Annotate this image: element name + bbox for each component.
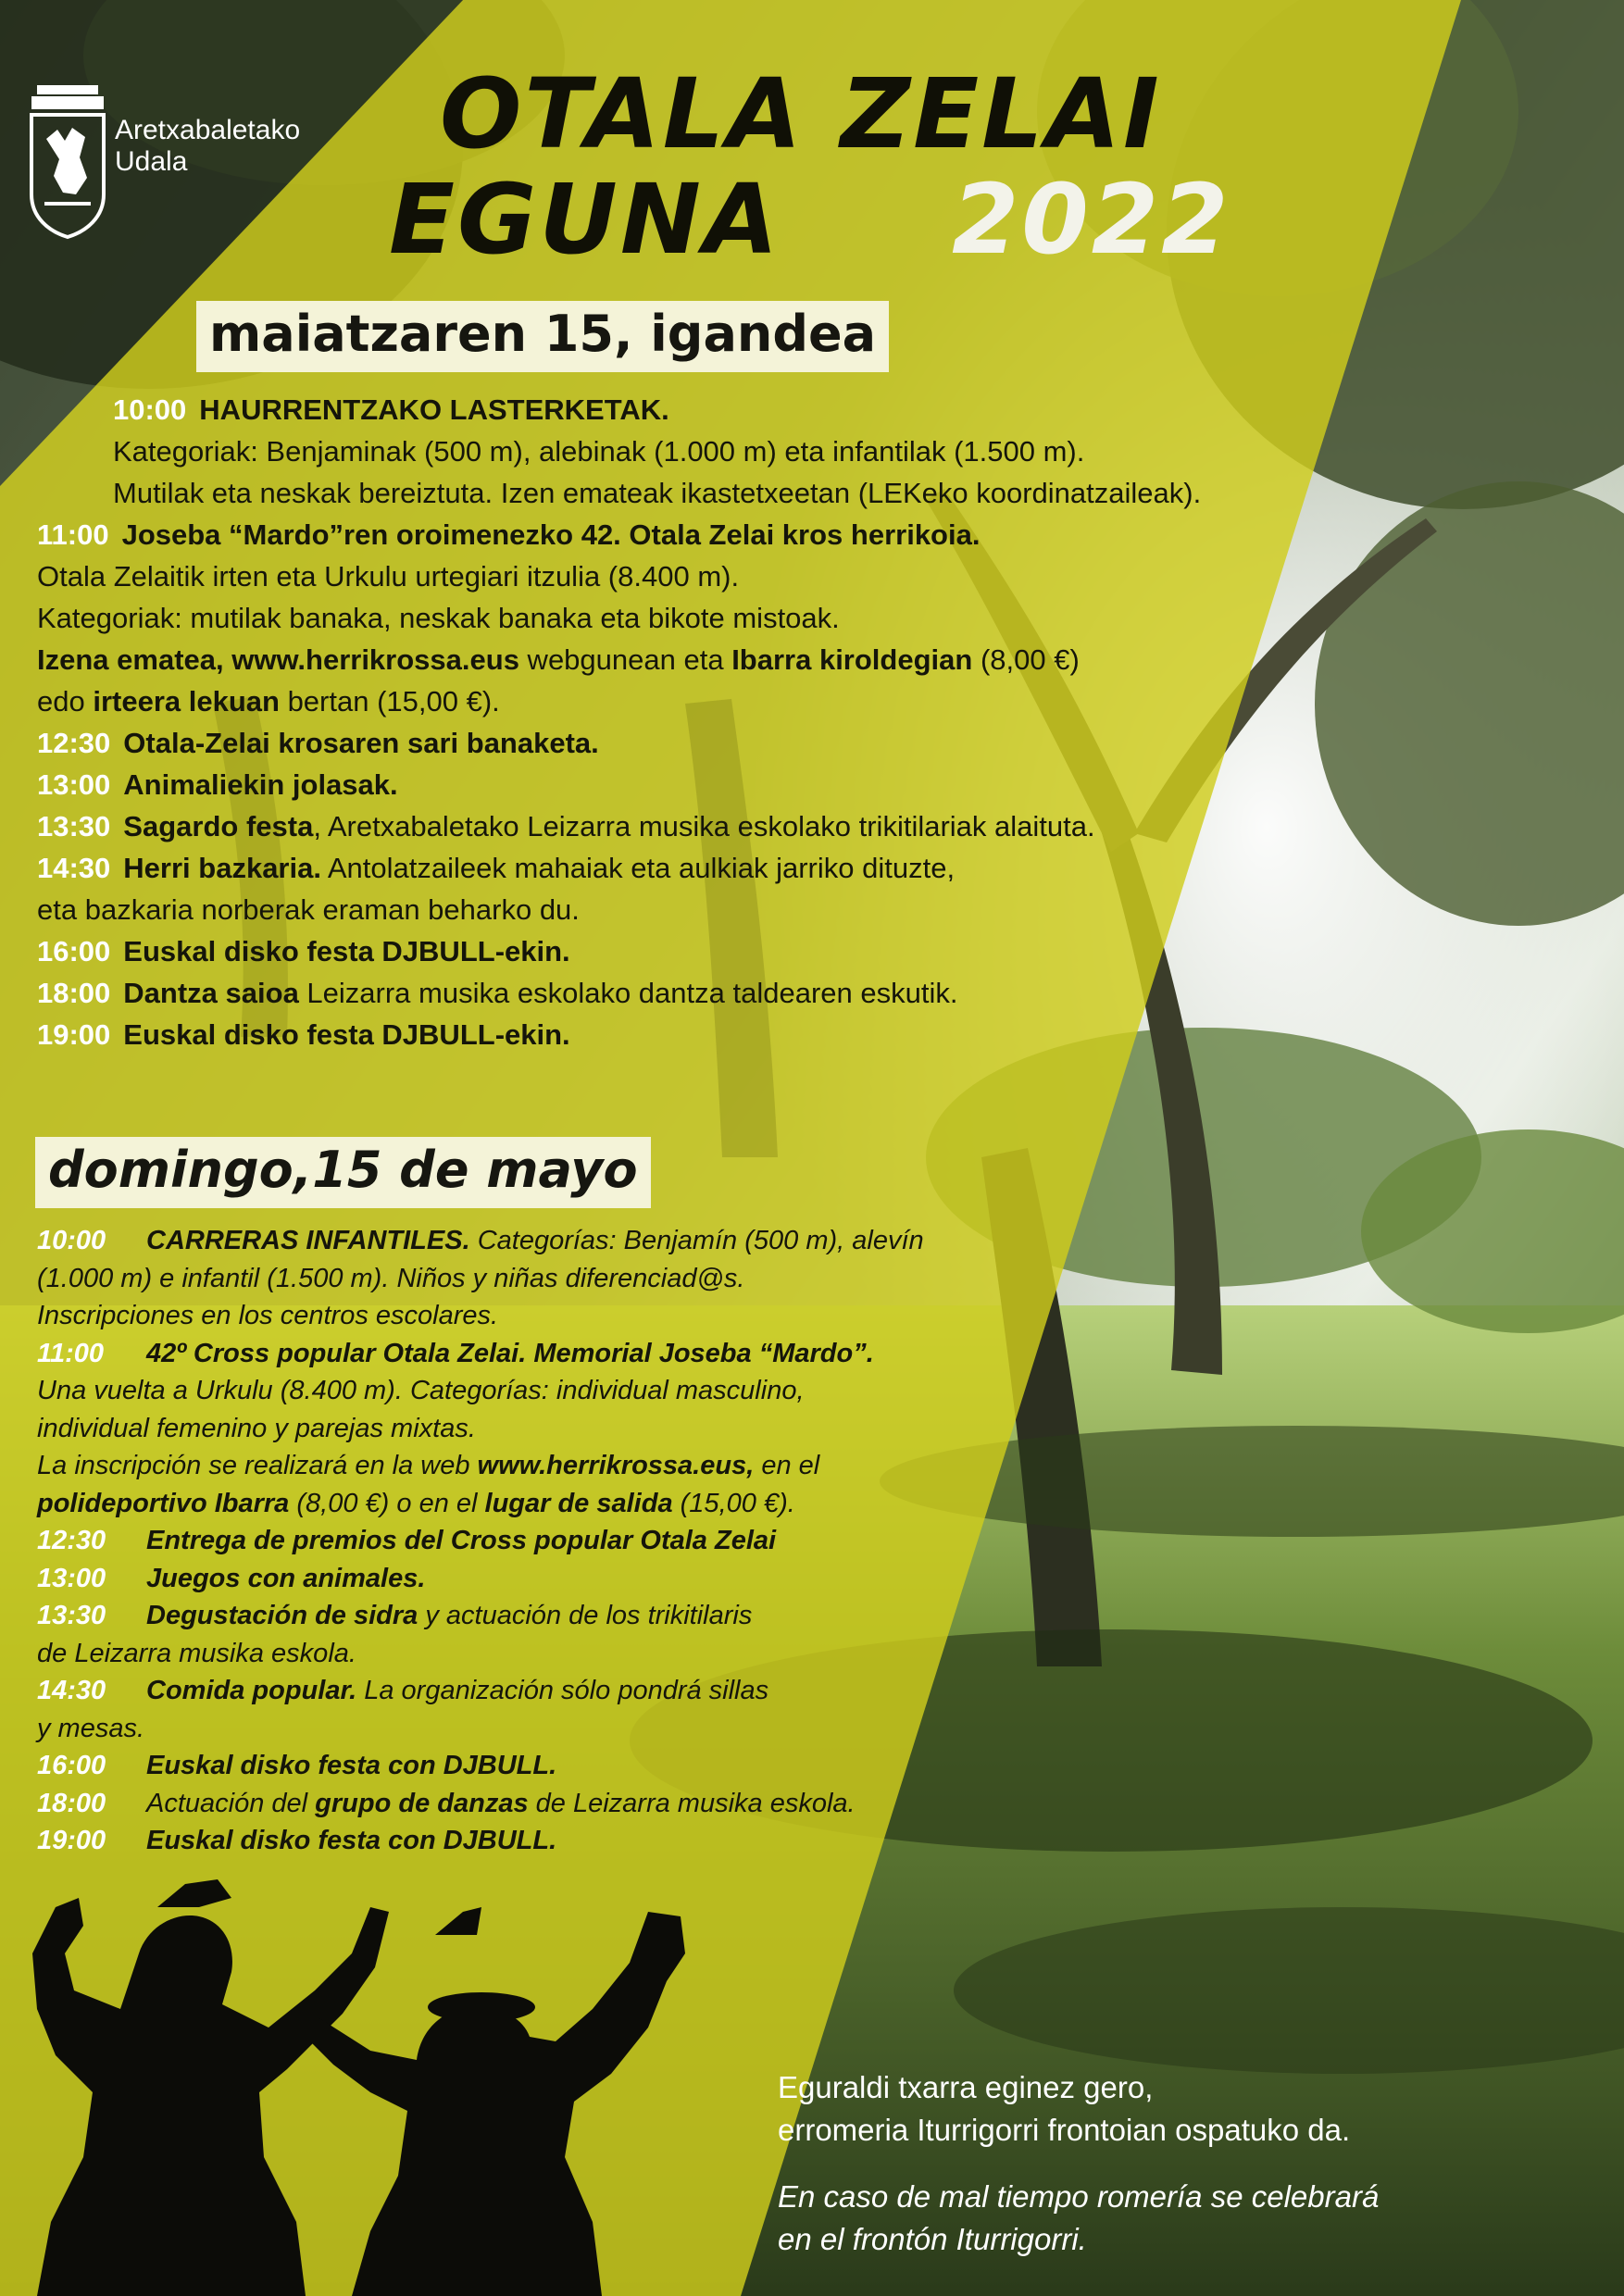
schedule-row xyxy=(37,1522,924,1560)
title-year: 2022 xyxy=(952,163,1231,276)
schedule-time: 16:00 xyxy=(37,935,111,967)
schedule-text: Otala Zelaitik irten eta Urkulu urtegiari itzulia (8.400 m). xyxy=(37,560,740,593)
schedule-row xyxy=(37,1785,924,1823)
schedule-highlight: Ibarra kiroldegian xyxy=(731,643,973,676)
schedule-highlight: Joseba “Mardo”ren oroimenezko 42. Otala Zelai kros herrikoia. xyxy=(121,518,981,551)
schedule-row xyxy=(37,1710,924,1748)
schedule-highlight: CARRERAS INFANTILES. xyxy=(146,1226,470,1255)
schedule-text: Leizarra musika eskolako dantza taldearen eskutik. xyxy=(298,977,958,1009)
schedule-text: eta bazkaria norberak eraman beharko du. xyxy=(37,893,580,926)
schedule-time: 18:00 xyxy=(37,977,111,1009)
schedule-spanish xyxy=(37,1222,924,1860)
schedule-row xyxy=(37,1822,924,1860)
schedule-text: (15,00 €). xyxy=(672,1488,795,1518)
schedule-text: La inscripción se realizará en la web xyxy=(37,1451,478,1480)
schedule-time: 14:30 xyxy=(37,852,111,884)
logo-line-1: Aretxabaletako xyxy=(115,115,301,145)
note-spanish-line-2: en el frontón Iturrigorri. xyxy=(778,2222,1087,2256)
schedule-text: Actuación del xyxy=(146,1788,316,1818)
schedule-highlight: Dantza saioa xyxy=(123,977,299,1009)
schedule-highlight: Euskal disko festa DJBULL-ekin. xyxy=(123,935,570,967)
schedule-row xyxy=(37,1014,1201,1055)
schedule-time: 13:30 xyxy=(37,1601,106,1630)
schedule-text: y actuación de los trikitilaris xyxy=(418,1601,753,1630)
schedule-text: La organización sólo pondrá sillas xyxy=(356,1676,769,1705)
schedule-row xyxy=(37,805,1201,847)
schedule-row xyxy=(37,680,1201,722)
schedule-text: , Aretxabaletako Leizarra musika eskolako trikitilariak alaituta. xyxy=(313,810,1095,842)
coat-of-arms-icon xyxy=(26,83,109,241)
schedule-basque xyxy=(37,389,1201,1055)
schedule-row xyxy=(37,1335,924,1373)
schedule-row xyxy=(37,1597,924,1635)
schedule-row xyxy=(37,1297,924,1335)
schedule-row xyxy=(37,972,1201,1014)
schedule-highlight: Entrega de premios del Cross popular Otala Zelai xyxy=(146,1526,777,1555)
schedule-text: (8,00 €) o en el xyxy=(289,1488,485,1518)
schedule-row xyxy=(37,1447,924,1485)
schedule-time: 16:00 xyxy=(37,1751,106,1780)
schedule-highlight: 42º Cross popular Otala Zelai. Memorial Joseba “Mardo”. xyxy=(146,1338,874,1368)
schedule-text: individual femenino y parejas mixtas. xyxy=(37,1413,476,1443)
schedule-row xyxy=(37,1560,924,1598)
schedule-highlight: grupo de danzas xyxy=(315,1788,529,1818)
schedule-time: 13:30 xyxy=(37,810,111,842)
schedule-highlight: Euskal disko festa con DJBULL. xyxy=(146,1826,557,1855)
schedule-text: (8,00 €) xyxy=(972,643,1080,676)
date-basque: maiatzaren 15, igandea xyxy=(196,301,889,372)
schedule-highlight: Animaliekin jolasak. xyxy=(123,768,398,801)
schedule-text: y mesas. xyxy=(37,1713,145,1743)
schedule-time: 19:00 xyxy=(37,1826,106,1855)
schedule-text: webgunean eta xyxy=(518,643,732,676)
schedule-row xyxy=(37,1260,924,1298)
schedule-time: 10:00 xyxy=(113,393,187,426)
schedule-row xyxy=(37,930,1201,972)
schedule-row xyxy=(37,722,1201,764)
schedule-row xyxy=(37,555,1201,597)
municipality-logo xyxy=(26,83,304,241)
note-spanish xyxy=(778,2176,1379,2261)
schedule-highlight: Euskal disko festa DJBULL-ekin. xyxy=(123,1018,570,1051)
schedule-row xyxy=(37,889,1201,930)
schedule-highlight: Juegos con animales. xyxy=(146,1563,426,1593)
logo-line-2: Udala xyxy=(115,146,188,177)
schedule-text: en el xyxy=(754,1451,820,1480)
schedule-time: 12:30 xyxy=(37,1526,106,1555)
schedule-text: Kategoriak: mutilak banaka, neskak banaka eta bikote mistoak. xyxy=(37,602,840,634)
schedule-text: Antolatzaileek mahaiak eta aulkiak jarriko dituzte, xyxy=(320,852,956,884)
schedule-row xyxy=(37,1747,924,1785)
schedule-row xyxy=(37,764,1201,805)
schedule-row xyxy=(37,1410,924,1448)
schedule-row xyxy=(37,847,1201,889)
title-line-2: EGUNA xyxy=(389,163,781,276)
schedule-row xyxy=(37,1372,924,1410)
schedule-highlight: Otala-Zelai krosaren sari banaketa. xyxy=(123,727,599,759)
schedule-row xyxy=(37,1222,924,1260)
schedule-text: de Leizarra musika eskola. xyxy=(37,1638,356,1668)
schedule-row xyxy=(37,389,1201,430)
schedule-time: 19:00 xyxy=(37,1018,111,1051)
note-spanish-line-1: En caso de mal tiempo romería se celebrará xyxy=(778,2179,1380,2214)
date-spanish: domingo,15 de mayo xyxy=(35,1137,651,1208)
schedule-time: 11:00 xyxy=(37,518,109,551)
schedule-highlight: www.herrikrossa.eus, xyxy=(477,1451,755,1480)
schedule-row xyxy=(37,430,1201,472)
schedule-highlight: Herri bazkaria. xyxy=(123,852,321,884)
schedule-time: 13:00 xyxy=(37,1563,106,1593)
schedule-text: Kategoriak: Benjaminak (500 m), alebinak (1.000 m) eta infantilak (1.500 m). xyxy=(113,435,1085,468)
schedule-text: Inscripciones en los centros escolares. xyxy=(37,1301,499,1330)
schedule-time: 10:00 xyxy=(37,1226,106,1255)
schedule-highlight: Degustación de sidra xyxy=(146,1601,418,1630)
schedule-text: Mutilak eta neskak bereiztuta. Izen emateak ikastetxeetan (LEKeko koordinatzaileak). xyxy=(113,477,1202,509)
schedule-time: 11:00 xyxy=(37,1338,105,1368)
weather-note xyxy=(778,2066,1379,2261)
schedule-highlight: Izena ematea, www.herrikrossa.eus xyxy=(37,643,519,676)
schedule-text: (1.000 m) e infantil (1.500 m). Niños y niñas diferenciad@s. xyxy=(37,1263,745,1293)
title-line-1: OTALA ZELAI xyxy=(440,57,1162,170)
schedule-highlight: Euskal disko festa con DJBULL. xyxy=(146,1751,557,1780)
schedule-time: 14:30 xyxy=(37,1676,106,1705)
schedule-row xyxy=(37,1672,924,1710)
schedule-text: de Leizarra musika eskola. xyxy=(528,1788,856,1818)
note-basque-line-2: erromeria Iturrigorri frontoian ospatuko da. xyxy=(778,2113,1351,2147)
schedule-row xyxy=(37,639,1201,680)
note-basque-line-1: Eguraldi txarra eginez gero, xyxy=(778,2070,1154,2104)
schedule-row xyxy=(37,597,1201,639)
schedule-time: 18:00 xyxy=(37,1788,106,1818)
schedule-time: 13:00 xyxy=(37,768,111,801)
schedule-highlight: polideportivo Ibarra xyxy=(37,1488,290,1518)
schedule-highlight: Comida popular. xyxy=(146,1676,357,1705)
schedule-row xyxy=(37,1635,924,1673)
schedule-row xyxy=(37,514,1201,555)
schedule-highlight: irteera lekuan xyxy=(93,685,280,718)
schedule-text: bertan (15,00 €). xyxy=(279,685,500,718)
schedule-time: 12:30 xyxy=(37,727,111,759)
schedule-text: Categorías: Benjamín (500 m), alevín xyxy=(469,1226,924,1255)
schedule-text: Una vuelta a Urkulu (8.400 m). Categorías: individual masculino, xyxy=(37,1376,805,1405)
logo-text xyxy=(115,115,300,178)
schedule-row xyxy=(37,472,1201,514)
schedule-highlight: HAURRENTZAKO LASTERKETAK. xyxy=(199,393,669,426)
schedule-highlight: Sagardo festa xyxy=(123,810,314,842)
schedule-highlight: lugar de salida xyxy=(484,1488,673,1518)
schedule-text: edo xyxy=(37,685,94,718)
schedule-row xyxy=(37,1485,924,1523)
